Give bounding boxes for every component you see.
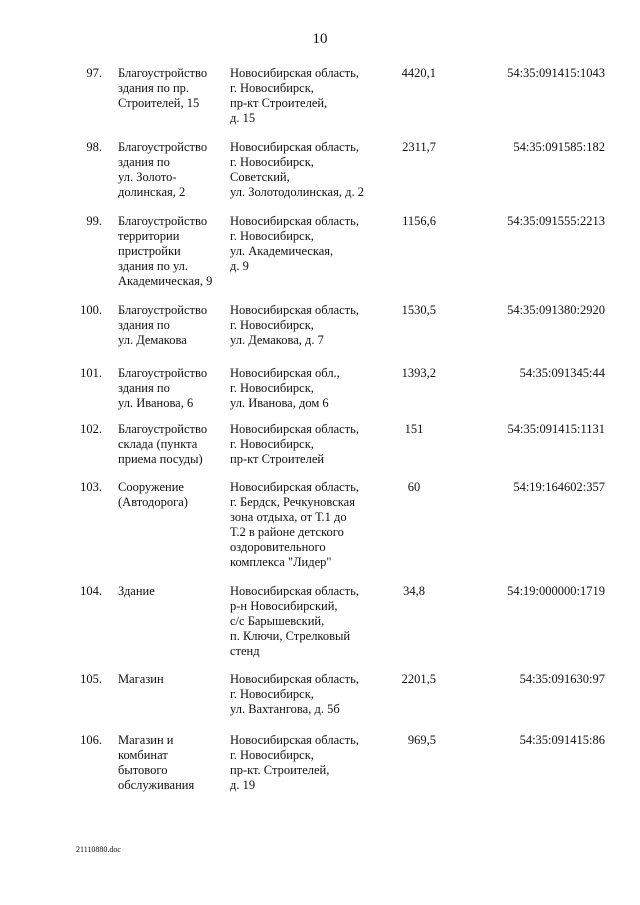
object-address-line: г. Новосибирск, [230, 437, 314, 451]
object-name-line: здания по [118, 155, 170, 169]
object-area: 1156,6 [402, 214, 436, 228]
object-area: 2311,7 [402, 140, 436, 154]
object-name-line: бытового [118, 763, 168, 777]
object-name-line: долинская, 2 [118, 185, 186, 199]
object-address-line: р-н Новосибирский, [230, 599, 338, 613]
object-name-line: Благоустройство [118, 422, 208, 436]
object-area: 969,5 [407, 733, 436, 747]
object-address-line: ул. Академическая, [230, 244, 334, 258]
object-address-line: комплекса "Лидер" [230, 555, 332, 569]
object-address [230, 214, 400, 274]
page-number: 10 [312, 31, 328, 47]
object-name-line: Магазин [118, 672, 164, 686]
object-address-line: пр-кт Строителей, [230, 96, 328, 110]
object-address-line: г. Новосибирск, [230, 748, 314, 762]
object-area: 60 [407, 480, 421, 494]
cadastral-number: 54:35:091380:2920 [507, 303, 605, 317]
object-name-line: здания по [118, 318, 170, 332]
object-address-line: с/с Барышевский, [230, 614, 325, 628]
object-address-line: Новосибирская область, [230, 66, 359, 80]
object-address-line: г. Новосибирск, [230, 155, 314, 169]
object-name-line: ул. Иванова, 6 [118, 396, 194, 410]
row-number: 97. [86, 66, 102, 80]
object-name-line: ул. Золото- [118, 170, 177, 184]
object-name-line: территории [118, 229, 180, 243]
object-address-line: д. 9 [230, 259, 249, 273]
object-name [118, 140, 230, 200]
row-number: 106. [80, 733, 102, 747]
cadastral-number: 54:35:091585:182 [513, 140, 605, 154]
object-name [118, 584, 230, 599]
object-name-line: обслуживания [118, 778, 195, 792]
object-address-line: Новосибирская область, [230, 480, 359, 494]
object-address-line: ул. Демакова, д. 7 [230, 333, 324, 347]
object-address [230, 584, 400, 659]
object-name [118, 480, 230, 510]
object-address-line: ул. Иванова, дом 6 [230, 396, 329, 410]
object-address-line: Новосибирская область, [230, 672, 359, 686]
object-address-line: ул. Вахтангова, д. 5б [230, 702, 340, 716]
cadastral-number: 54:35:091345:44 [519, 366, 605, 380]
object-address-line: оздоровительного [230, 540, 326, 554]
object-name-line: ул. Демакова [118, 333, 187, 347]
object-name-line: Академическая, 9 [118, 274, 213, 288]
object-name [118, 66, 230, 111]
cadastral-number: 54:35:091555:2213 [507, 214, 605, 228]
object-address-line: Новосибирская обл., [230, 366, 340, 380]
object-address-line: г. Новосибирск, [230, 381, 314, 395]
object-name-line: приема посуды) [118, 452, 203, 466]
object-address [230, 422, 400, 467]
object-address [230, 66, 400, 126]
row-number: 99. [86, 214, 102, 228]
row-number: 102. [80, 422, 102, 436]
object-name-line: Благоустройство [118, 366, 208, 380]
object-address-line: г. Новосибирск, [230, 318, 314, 332]
object-address-line: д. 15 [230, 111, 256, 125]
object-area: 1393,2 [401, 366, 436, 380]
object-address-line: Т.2 в районе детского [230, 525, 344, 539]
object-address-line: Новосибирская область, [230, 303, 359, 317]
object-name-line: Благоустройство [118, 140, 208, 154]
object-address-line: г. Новосибирск, [230, 687, 314, 701]
object-name-line: пристройки [118, 244, 181, 258]
object-address-line: г. Новосибирск, [230, 81, 314, 95]
object-address [230, 672, 400, 717]
object-address-line: Новосибирская область, [230, 214, 359, 228]
cadastral-number: 54:35:091415:86 [519, 733, 605, 747]
object-address-line: зона отдыха, от Т.1 до [230, 510, 347, 524]
object-address-line: Новосибирская область, [230, 584, 359, 598]
object-area: 151 [404, 422, 424, 436]
cadastral-number: 54:35:091415:1043 [507, 66, 605, 80]
object-address-line: Новосибирская область, [230, 422, 359, 436]
object-address-line: г. Новосибирск, [230, 229, 314, 243]
object-address-line: г. Бердск, Речкуновская [230, 495, 355, 509]
object-name-line: комбинат [118, 748, 168, 762]
object-name [118, 672, 230, 687]
object-address-line: Советский, [230, 170, 290, 184]
object-address [230, 366, 400, 411]
object-area: 1530,5 [401, 303, 436, 317]
object-name-line: Здание [118, 584, 155, 598]
object-area: 2201,5 [401, 672, 436, 686]
object-name [118, 303, 230, 348]
file-name-footer: 21110880.doc [76, 845, 121, 854]
object-name-line: Благоустройство [118, 214, 208, 228]
object-address-line: пр-кт. Строителей, [230, 763, 330, 777]
object-name-line: здания по пр. [118, 81, 190, 95]
object-name-line: здания по [118, 381, 170, 395]
object-name-line: Сооружение [118, 480, 184, 494]
object-address [230, 303, 400, 348]
object-area: 34,8 [403, 584, 425, 598]
object-address [230, 733, 400, 793]
object-address [230, 480, 400, 570]
object-address-line: д. 19 [230, 778, 256, 792]
object-address [230, 140, 400, 200]
object-address-line: стенд [230, 644, 260, 658]
cadastral-number: 54:19:164602:357 [513, 480, 605, 494]
row-number: 105. [80, 672, 102, 686]
object-name-line: здания по ул. [118, 259, 189, 273]
row-number: 101. [80, 366, 102, 380]
object-name [118, 214, 230, 289]
cadastral-number: 54:35:091630:97 [519, 672, 605, 686]
object-area: 4420,1 [401, 66, 436, 80]
object-name-line: Благоустройство [118, 303, 208, 317]
object-name [118, 733, 230, 793]
object-address-line: Новосибирская область, [230, 733, 359, 747]
row-number: 98. [86, 140, 102, 154]
object-name [118, 366, 230, 411]
row-number: 100. [80, 303, 102, 317]
object-address-line: ул. Золотодолинская, д. 2 [230, 185, 364, 199]
cadastral-number: 54:19:000000:1719 [507, 584, 605, 598]
object-name [118, 422, 230, 467]
object-name-line: Благоустройство [118, 66, 208, 80]
object-name-line: Магазин и [118, 733, 174, 747]
object-address-line: Новосибирская область, [230, 140, 359, 154]
object-name-line: склада (пункта [118, 437, 198, 451]
object-name-line: (Автодорога) [118, 495, 188, 509]
cadastral-number: 54:35:091415:1131 [507, 422, 605, 436]
object-address-line: пр-кт Строителей [230, 452, 325, 466]
row-number: 103. [80, 480, 102, 494]
row-number: 104. [80, 584, 102, 598]
object-name-line: Строителей, 15 [118, 96, 200, 110]
object-address-line: п. Ключи, Стрелковый [230, 629, 351, 643]
